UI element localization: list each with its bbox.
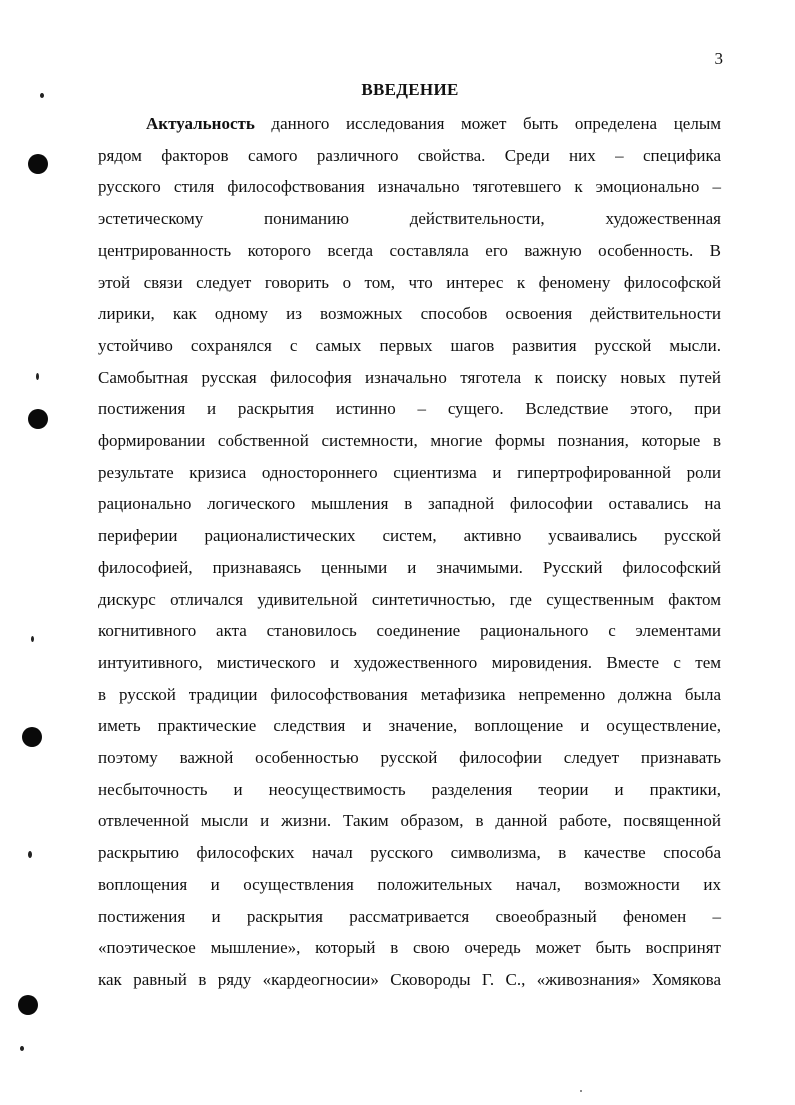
text-line: «поэтическое мышление», который в свою очередь может быть воспринят bbox=[98, 938, 721, 958]
scan-speck bbox=[580, 1090, 582, 1092]
text-line: раскрытию философских начал русского символизма, в качестве способа bbox=[98, 843, 721, 863]
text-line: как равный в ряду «кардеогносии» Сковороды Г. С., «живознания» Хомякова bbox=[98, 969, 721, 989]
text-line: дискурс отличался удивительной синтетичностью, где существенным фактом bbox=[98, 589, 721, 609]
text-line: устойчиво сохранялся с самых первых шагов развития русской мысли. bbox=[98, 335, 721, 355]
text-line: центрированность которого всегда составляла его важную особенность. В bbox=[98, 240, 721, 260]
punch-hole bbox=[22, 727, 42, 747]
text-line: отвлеченной мысли и жизни. Таким образом, в данной работе, посвященной bbox=[98, 811, 721, 831]
text-line: несбыточность и неосуществимость разделения теории и практики, bbox=[98, 779, 721, 799]
text-line: постижения и раскрытия рассматривается своеобразный феномен – bbox=[98, 906, 721, 926]
body-paragraph bbox=[98, 108, 721, 996]
text-line: рационально логического мышления в западной философии оставались на bbox=[98, 494, 721, 514]
text-line: формировании собственной системности, многие формы познания, которые в bbox=[98, 431, 721, 451]
section-heading: ВВЕДЕНИЕ bbox=[361, 80, 459, 99]
text-line: иметь практические следствия и значение, воплощение и осуществление, bbox=[98, 716, 721, 736]
text-line: лирики, как одному из возможных способов освоения действительности bbox=[98, 304, 721, 324]
scan-speck bbox=[31, 636, 34, 642]
text-line: интуитивного, мистического и художественного мировидения. Вместе с тем bbox=[98, 652, 721, 672]
text-line: результате кризиса одностороннего сциентизма и гипертрофированной роли bbox=[98, 462, 721, 482]
scan-speck bbox=[40, 93, 44, 98]
line-text: данного исследования может быть определена целым bbox=[254, 114, 721, 133]
text-line: русского стиля философствования изначально тяготевшего к эмоционально – bbox=[98, 177, 721, 197]
text-line: этой связи следует говорить о том, что интерес к феномену философской bbox=[98, 272, 721, 292]
text-line: эстетическому пониманию действительности, художественная bbox=[98, 209, 721, 229]
text-line: воплощения и осуществления положительных начал, возможности их bbox=[98, 874, 721, 894]
text-line: философией, признаваясь ценными и значимыми. Русский философский bbox=[98, 557, 721, 577]
text-line: поэтому важной особенностью русской философии следует признавать bbox=[98, 748, 721, 768]
text-line: когнитивного акта становилось соединение рационального с элементами bbox=[98, 621, 721, 641]
punch-hole bbox=[28, 154, 48, 174]
text-line: периферии рационалистических систем, активно усваивались русской bbox=[98, 526, 721, 546]
scan-speck bbox=[20, 1046, 24, 1051]
scan-speck bbox=[36, 373, 39, 380]
page-number: 3 bbox=[714, 49, 723, 68]
scan-speck bbox=[28, 851, 32, 858]
punch-hole bbox=[28, 409, 48, 429]
lead-term: Актуальность bbox=[146, 114, 255, 133]
punch-hole bbox=[18, 995, 38, 1015]
text-line bbox=[98, 108, 721, 140]
text-line: в русской традиции философствования метафизика непременно должна была bbox=[98, 684, 721, 704]
text-line: постижения и раскрытия истинно – сущего. Вследствие этого, при bbox=[98, 399, 721, 419]
text-line: Самобытная русская философия изначально тяготела к поиску новых путей bbox=[98, 367, 721, 387]
text-line: рядом факторов самого различного свойства. Среди них – специфика bbox=[98, 145, 721, 165]
